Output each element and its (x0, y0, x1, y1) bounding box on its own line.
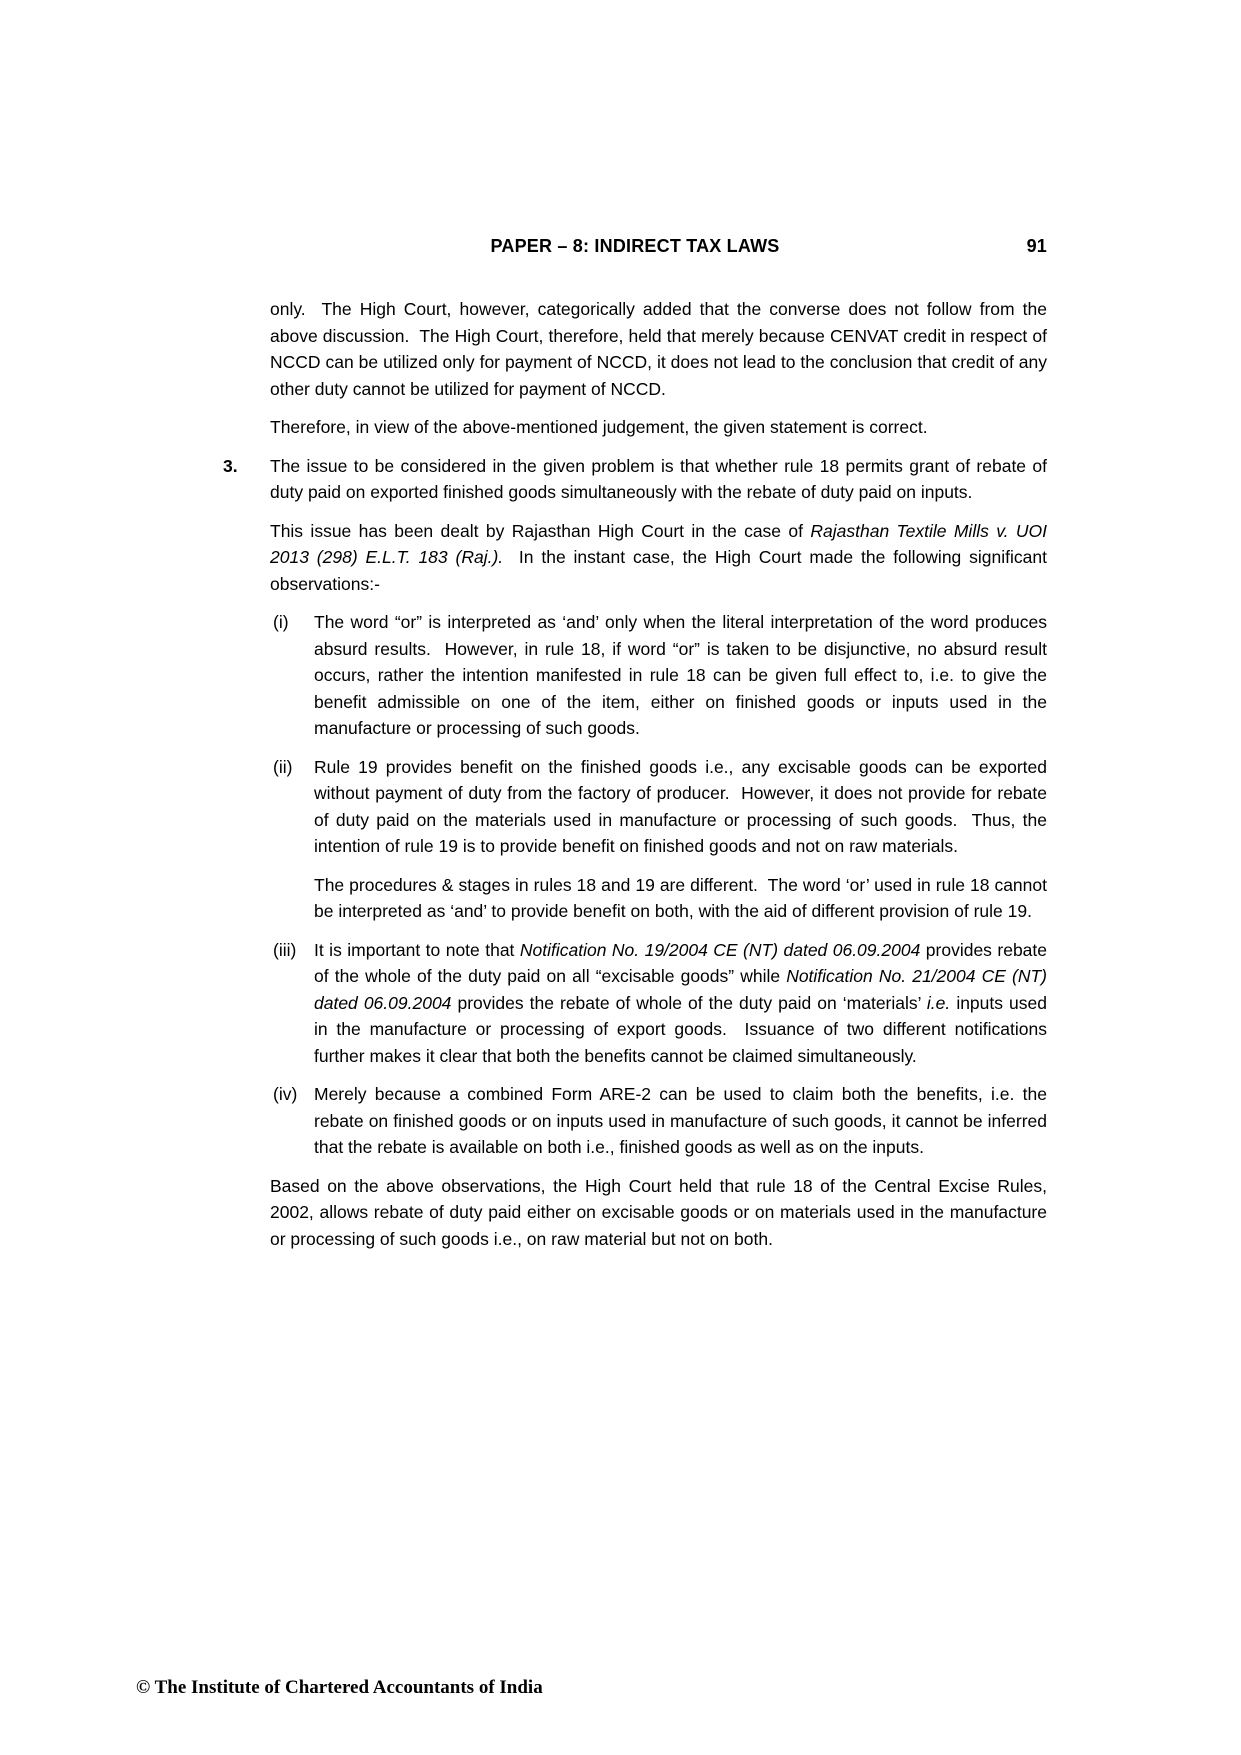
observation-item-ii (270, 754, 1047, 925)
page-number: 91 (1026, 236, 1047, 256)
item-number: 3. (223, 455, 238, 476)
observation-body (314, 1081, 1047, 1161)
body-paragraph: The issue to be considered in the given problem is that whether rule 18 permits grant of rebate of duty paid on exported finished goods simultaneously with the rebate of duty paid on inputs. (270, 455, 1047, 502)
observation-marker: (i) (273, 612, 289, 632)
observation-item-iv (270, 1081, 1047, 1161)
body-paragraph: The word “or” is interpreted as ‘and’ only when the literal interpretation of the word produces absurd results. However, in rule 18, if word “or” is taken to be disjunctive, no absurd result occurs, rather the intention manifested in rule 18 can be given full effect to, i.e. to give the benefit admissible on one of the item, either on finished goods or inputs used in the manufacture or processing of such goods. (314, 612, 1047, 738)
body-paragraph: It is important to note that Notification No. 19/2004 CE (NT) dated 06.09.2004 provides rebate of the whole of the duty paid on all “excisable goods” while Notification No. 21/2004 CE (NT) dated 06.09.2004 provides the rebate of whole of the duty paid on ‘materials’ i.e. inputs used in the manufacture or processing of export goods. Issuance of two different notifications further makes it clear that both the benefits cannot be claimed simultaneously. (314, 939, 1047, 1066)
body-paragraph: This issue has been dealt by Rajasthan High Court in the case of Rajasthan Textile Mills v. UOI 2013 (298) E.L.T. 183 (Raj.). In the instant case, the High Court made the following significant observations:- (270, 520, 1047, 594)
body-paragraph: Rule 19 provides benefit on the finished goods i.e., any excisable goods can be exported without payment of duty from the factory of producer. However, it does not provide for rebate of duty paid on the materials used in manufacture or processing of such goods. Thus, the intention of rule 19 is to provide benefit on finished goods and not on raw materials. (314, 756, 1047, 856)
observation-item-iii (270, 937, 1047, 1070)
page-title: PAPER – 8: INDIRECT TAX LAWS (490, 236, 780, 256)
body-paragraph: The procedures & stages in rules 18 and 19 are different. The word ‘or’ used in rule 18 cannot be interpreted as ‘and’ to provide benefit on both, with the aid of different provision of rule 19. (314, 874, 1047, 921)
observation-marker: (iii) (273, 939, 297, 960)
observation-body (314, 754, 1047, 925)
observation-marker: (iv) (273, 1084, 298, 1104)
observation-body (314, 937, 1047, 1070)
observation-item-i (270, 609, 1047, 742)
body-paragraph: only. The High Court, however, categorically added that the converse does not follow from the above discussion. The High Court, therefore, held that merely because CENVAT credit in respect of NCCD can be utilized only for payment of NCCD, it does not lead to the conclusion that credit of any other duty cannot be utilized for payment of NCCD. (270, 299, 1047, 399)
document-body (223, 296, 1047, 1252)
observation-body (314, 609, 1047, 742)
item-body (270, 453, 1047, 1253)
copyright-notice: © The Institute of Chartered Accountants of India (136, 1677, 543, 1698)
page-footer (136, 1676, 543, 1700)
numbered-item-3 (223, 453, 1047, 1253)
page-header (223, 234, 1047, 258)
body-paragraph: Based on the above observations, the High Court held that rule 18 of the Central Excise Rules, 2002, allows rebate of duty paid either on excisable goods or on materials used in the manufacture or processing of such goods i.e., on raw material but not on both. (270, 1175, 1047, 1249)
observation-marker: (ii) (273, 756, 293, 777)
body-paragraph: Therefore, in view of the above-mentioned judgement, the given statement is correct. (270, 417, 928, 437)
body-paragraph: Merely because a combined Form ARE-2 can be used to claim both the benefits, i.e. the rebate on finished goods or on inputs used in manufacture of such goods, it cannot be inferred that the rebate is available on both i.e., finished goods as well as on the inputs. (314, 1084, 1047, 1157)
